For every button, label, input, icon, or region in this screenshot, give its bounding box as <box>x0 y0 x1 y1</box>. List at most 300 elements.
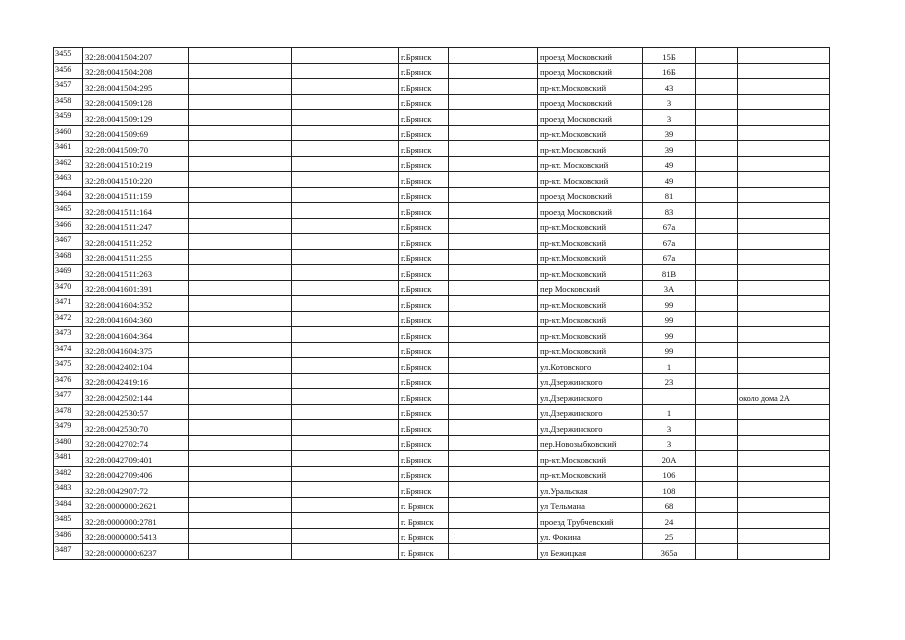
empty-cell <box>696 280 738 296</box>
house-number-cell: 23 <box>643 373 696 389</box>
cadastral-number-cell: 32:28:0041601:391 <box>83 280 189 296</box>
empty-cell <box>449 125 538 141</box>
empty-cell <box>449 497 538 513</box>
empty-cell <box>696 296 738 312</box>
city-cell: г. Брянск <box>399 528 449 544</box>
house-number-cell <box>643 389 696 405</box>
city-cell: г.Брянск <box>399 156 449 172</box>
note-cell <box>738 218 830 234</box>
city-cell: г.Брянск <box>399 265 449 281</box>
note-cell <box>738 79 830 95</box>
table-row <box>54 482 830 498</box>
empty-cell <box>292 404 399 420</box>
street-cell: пр-кт.Московский <box>538 141 643 157</box>
row-number-cell: 3474 <box>54 342 83 358</box>
cadastral-number-cell: 32:28:0041604:352 <box>83 296 189 312</box>
row-number-cell: 3480 <box>54 435 83 451</box>
row-number-cell: 3477 <box>54 389 83 405</box>
empty-cell <box>189 63 292 79</box>
empty-cell <box>449 110 538 126</box>
house-number-cell: 15Б <box>643 48 696 64</box>
cadastral-number-cell: 32:28:0042530:70 <box>83 420 189 436</box>
cadastral-number-cell: 32:28:0042530:57 <box>83 404 189 420</box>
table-row <box>54 94 830 110</box>
row-number-cell: 3459 <box>54 110 83 126</box>
house-number-cell: 99 <box>643 327 696 343</box>
empty-cell <box>292 48 399 64</box>
table-row <box>54 172 830 188</box>
note-cell <box>738 48 830 64</box>
street-cell: пр-кт.Московский <box>538 125 643 141</box>
empty-cell <box>696 311 738 327</box>
city-cell: г.Брянск <box>399 311 449 327</box>
house-number-cell: 68 <box>643 497 696 513</box>
city-cell: г.Брянск <box>399 94 449 110</box>
house-number-cell: 1 <box>643 404 696 420</box>
cadastral-number-cell: 32:28:0041511:164 <box>83 203 189 219</box>
cadastral-number-cell: 32:28:0041509:70 <box>83 141 189 157</box>
cadastral-number-cell: 32:28:0042702:74 <box>83 435 189 451</box>
street-cell: пр-кт.Московский <box>538 466 643 482</box>
empty-cell <box>292 141 399 157</box>
city-cell: г.Брянск <box>399 404 449 420</box>
registry-table <box>53 47 830 560</box>
note-cell <box>738 110 830 126</box>
note-cell <box>738 451 830 467</box>
table-row <box>54 373 830 389</box>
empty-cell <box>189 203 292 219</box>
cadastral-number-cell: 32:28:0041504:295 <box>83 79 189 95</box>
row-number-cell: 3460 <box>54 125 83 141</box>
note-cell <box>738 311 830 327</box>
note-cell <box>738 373 830 389</box>
empty-cell <box>449 218 538 234</box>
city-cell: г.Брянск <box>399 466 449 482</box>
empty-cell <box>292 420 399 436</box>
table-row <box>54 141 830 157</box>
empty-cell <box>292 280 399 296</box>
empty-cell <box>449 296 538 312</box>
empty-cell <box>696 63 738 79</box>
note-cell <box>738 249 830 265</box>
empty-cell <box>292 172 399 188</box>
empty-cell <box>696 528 738 544</box>
note-cell <box>738 94 830 110</box>
note-cell <box>738 466 830 482</box>
empty-cell <box>292 265 399 281</box>
note-cell <box>738 141 830 157</box>
street-cell: пр-кт.Московский <box>538 79 643 95</box>
empty-cell <box>696 125 738 141</box>
house-number-cell: 3 <box>643 110 696 126</box>
empty-cell <box>696 234 738 250</box>
empty-cell <box>449 172 538 188</box>
empty-cell <box>696 466 738 482</box>
house-number-cell: 3 <box>643 435 696 451</box>
cadastral-number-cell: 32:28:0000000:2781 <box>83 513 189 529</box>
city-cell: г.Брянск <box>399 280 449 296</box>
table-row <box>54 79 830 95</box>
table-row <box>54 249 830 265</box>
table-row <box>54 389 830 405</box>
empty-cell <box>189 528 292 544</box>
row-number-cell: 3468 <box>54 249 83 265</box>
cadastral-number-cell: 32:28:0041509:129 <box>83 110 189 126</box>
city-cell: г.Брянск <box>399 125 449 141</box>
street-cell: ул.Дзержинского <box>538 420 643 436</box>
house-number-cell: 365а <box>643 544 696 560</box>
row-number-cell: 3482 <box>54 466 83 482</box>
table-row <box>54 327 830 343</box>
empty-cell <box>449 389 538 405</box>
table-row <box>54 451 830 467</box>
row-number-cell: 3485 <box>54 513 83 529</box>
row-number-cell: 3486 <box>54 528 83 544</box>
empty-cell <box>189 404 292 420</box>
house-number-cell: 24 <box>643 513 696 529</box>
house-number-cell: 3А <box>643 280 696 296</box>
note-cell <box>738 280 830 296</box>
empty-cell <box>449 327 538 343</box>
table-row <box>54 48 830 64</box>
street-cell: пер.Новозыбковский <box>538 435 643 451</box>
row-number-cell: 3487 <box>54 544 83 560</box>
city-cell: г.Брянск <box>399 389 449 405</box>
empty-cell <box>189 48 292 64</box>
table-row <box>54 280 830 296</box>
empty-cell <box>292 156 399 172</box>
note-cell <box>738 528 830 544</box>
house-number-cell: 49 <box>643 172 696 188</box>
row-number-cell: 3472 <box>54 311 83 327</box>
note-cell: около дома 2А <box>738 389 830 405</box>
empty-cell <box>696 110 738 126</box>
street-cell: пр-кт.Московский <box>538 218 643 234</box>
empty-cell <box>696 218 738 234</box>
city-cell: г.Брянск <box>399 342 449 358</box>
table-row <box>54 404 830 420</box>
city-cell: г.Брянск <box>399 110 449 126</box>
cadastral-number-cell: 32:28:0042502:144 <box>83 389 189 405</box>
row-number-cell: 3463 <box>54 172 83 188</box>
row-number-cell: 3478 <box>54 404 83 420</box>
empty-cell <box>696 327 738 343</box>
empty-cell <box>292 451 399 467</box>
row-number-cell: 3475 <box>54 358 83 374</box>
row-number-cell: 3462 <box>54 156 83 172</box>
empty-cell <box>696 94 738 110</box>
empty-cell <box>189 187 292 203</box>
empty-cell <box>292 513 399 529</box>
note-cell <box>738 125 830 141</box>
street-cell: проезд Московский <box>538 94 643 110</box>
empty-cell <box>449 280 538 296</box>
empty-cell <box>292 311 399 327</box>
street-cell: пр-кт. Московский <box>538 172 643 188</box>
empty-cell <box>292 110 399 126</box>
empty-cell <box>292 187 399 203</box>
house-number-cell: 39 <box>643 141 696 157</box>
cadastral-number-cell: 32:28:0041604:364 <box>83 327 189 343</box>
empty-cell <box>189 451 292 467</box>
empty-cell <box>189 249 292 265</box>
row-number-cell: 3456 <box>54 63 83 79</box>
table-row <box>54 358 830 374</box>
note-cell <box>738 342 830 358</box>
empty-cell <box>189 466 292 482</box>
city-cell: г.Брянск <box>399 141 449 157</box>
table-row <box>54 513 830 529</box>
empty-cell <box>189 420 292 436</box>
empty-cell <box>696 172 738 188</box>
empty-cell <box>449 79 538 95</box>
empty-cell <box>189 389 292 405</box>
street-cell: ул Тельмана <box>538 497 643 513</box>
empty-cell <box>292 94 399 110</box>
empty-cell <box>189 172 292 188</box>
street-cell: ул Бежицкая <box>538 544 643 560</box>
empty-cell <box>696 544 738 560</box>
city-cell: г.Брянск <box>399 234 449 250</box>
cadastral-number-cell: 32:28:0041510:220 <box>83 172 189 188</box>
empty-cell <box>449 513 538 529</box>
empty-cell <box>449 451 538 467</box>
empty-cell <box>449 342 538 358</box>
house-number-cell: 81 <box>643 187 696 203</box>
row-number-cell: 3479 <box>54 420 83 436</box>
note-cell <box>738 265 830 281</box>
table-row <box>54 156 830 172</box>
empty-cell <box>696 79 738 95</box>
city-cell: г. Брянск <box>399 544 449 560</box>
empty-cell <box>696 373 738 389</box>
empty-cell <box>189 125 292 141</box>
city-cell: г.Брянск <box>399 79 449 95</box>
empty-cell <box>292 373 399 389</box>
empty-cell <box>696 48 738 64</box>
empty-cell <box>449 404 538 420</box>
empty-cell <box>449 544 538 560</box>
empty-cell <box>696 265 738 281</box>
street-cell: ул.Дзержинского <box>538 404 643 420</box>
note-cell <box>738 482 830 498</box>
house-number-cell: 39 <box>643 125 696 141</box>
empty-cell <box>696 389 738 405</box>
street-cell: ул.Уральская <box>538 482 643 498</box>
row-number-cell: 3469 <box>54 265 83 281</box>
empty-cell <box>189 482 292 498</box>
house-number-cell: 16Б <box>643 63 696 79</box>
empty-cell <box>189 544 292 560</box>
city-cell: г.Брянск <box>399 203 449 219</box>
empty-cell <box>696 435 738 451</box>
cadastral-number-cell: 32:28:0042709:406 <box>83 466 189 482</box>
empty-cell <box>189 327 292 343</box>
note-cell <box>738 420 830 436</box>
row-number-cell: 3464 <box>54 187 83 203</box>
empty-cell <box>696 358 738 374</box>
note-cell <box>738 172 830 188</box>
empty-cell <box>189 342 292 358</box>
empty-cell <box>189 141 292 157</box>
cadastral-number-cell: 32:28:0041509:69 <box>83 125 189 141</box>
street-cell: пр-кт.Московский <box>538 311 643 327</box>
cadastral-number-cell: 32:28:0041511:263 <box>83 265 189 281</box>
row-number-cell: 3458 <box>54 94 83 110</box>
house-number-cell: 108 <box>643 482 696 498</box>
empty-cell <box>449 420 538 436</box>
table-row <box>54 435 830 451</box>
city-cell: г.Брянск <box>399 48 449 64</box>
city-cell: г. Брянск <box>399 513 449 529</box>
empty-cell <box>189 497 292 513</box>
house-number-cell: 1 <box>643 358 696 374</box>
city-cell: г.Брянск <box>399 358 449 374</box>
street-cell: пр-кт.Московский <box>538 265 643 281</box>
cadastral-number-cell: 32:28:0041511:159 <box>83 187 189 203</box>
note-cell <box>738 544 830 560</box>
street-cell: проезд Московский <box>538 110 643 126</box>
street-cell: ул. Фокина <box>538 528 643 544</box>
empty-cell <box>189 373 292 389</box>
empty-cell <box>449 435 538 451</box>
note-cell <box>738 404 830 420</box>
empty-cell <box>696 342 738 358</box>
empty-cell <box>189 218 292 234</box>
note-cell <box>738 513 830 529</box>
empty-cell <box>696 497 738 513</box>
table-row <box>54 125 830 141</box>
note-cell <box>738 327 830 343</box>
empty-cell <box>449 187 538 203</box>
table-row <box>54 466 830 482</box>
city-cell: г.Брянск <box>399 296 449 312</box>
empty-cell <box>449 203 538 219</box>
registry-table-body <box>54 48 830 560</box>
city-cell: г.Брянск <box>399 373 449 389</box>
empty-cell <box>449 234 538 250</box>
house-number-cell: 49 <box>643 156 696 172</box>
table-row <box>54 497 830 513</box>
note-cell <box>738 296 830 312</box>
empty-cell <box>449 94 538 110</box>
empty-cell <box>189 513 292 529</box>
empty-cell <box>449 528 538 544</box>
house-number-cell: 43 <box>643 79 696 95</box>
house-number-cell: 99 <box>643 296 696 312</box>
note-cell <box>738 358 830 374</box>
empty-cell <box>292 63 399 79</box>
city-cell: г.Брянск <box>399 420 449 436</box>
empty-cell <box>292 544 399 560</box>
row-number-cell: 3476 <box>54 373 83 389</box>
note-cell <box>738 203 830 219</box>
table-row <box>54 218 830 234</box>
empty-cell <box>189 265 292 281</box>
house-number-cell: 99 <box>643 311 696 327</box>
cadastral-number-cell: 32:28:0041511:247 <box>83 218 189 234</box>
empty-cell <box>292 203 399 219</box>
street-cell: ул.Котовского <box>538 358 643 374</box>
empty-cell <box>292 327 399 343</box>
city-cell: г.Брянск <box>399 249 449 265</box>
city-cell: г.Брянск <box>399 172 449 188</box>
street-cell: пр-кт.Московский <box>538 296 643 312</box>
row-number-cell: 3484 <box>54 497 83 513</box>
cadastral-number-cell: 32:28:0042907:72 <box>83 482 189 498</box>
empty-cell <box>189 280 292 296</box>
cadastral-number-cell: 32:28:0041604:375 <box>83 342 189 358</box>
empty-cell <box>189 94 292 110</box>
table-row <box>54 110 830 126</box>
row-number-cell: 3467 <box>54 234 83 250</box>
cadastral-number-cell: 32:28:0042709:401 <box>83 451 189 467</box>
table-row <box>54 187 830 203</box>
house-number-cell: 3 <box>643 94 696 110</box>
city-cell: г.Брянск <box>399 218 449 234</box>
empty-cell <box>449 373 538 389</box>
cadastral-number-cell: 32:28:0041509:128 <box>83 94 189 110</box>
note-cell <box>738 63 830 79</box>
street-cell: пер Московский <box>538 280 643 296</box>
empty-cell <box>189 79 292 95</box>
empty-cell <box>292 234 399 250</box>
house-number-cell: 67а <box>643 234 696 250</box>
city-cell: г. Брянск <box>399 497 449 513</box>
street-cell: пр-кт.Московский <box>538 234 643 250</box>
note-cell <box>738 187 830 203</box>
empty-cell <box>449 482 538 498</box>
street-cell: пр-кт.Московский <box>538 451 643 467</box>
table-row <box>54 342 830 358</box>
empty-cell <box>292 218 399 234</box>
empty-cell <box>696 156 738 172</box>
city-cell: г.Брянск <box>399 63 449 79</box>
note-cell <box>738 234 830 250</box>
street-cell: пр-кт.Московский <box>538 342 643 358</box>
empty-cell <box>696 249 738 265</box>
empty-cell <box>696 513 738 529</box>
empty-cell <box>449 156 538 172</box>
empty-cell <box>292 249 399 265</box>
empty-cell <box>189 435 292 451</box>
city-cell: г.Брянск <box>399 187 449 203</box>
empty-cell <box>189 311 292 327</box>
row-number-cell: 3481 <box>54 451 83 467</box>
table-row <box>54 311 830 327</box>
empty-cell <box>189 234 292 250</box>
empty-cell <box>449 48 538 64</box>
empty-cell <box>189 358 292 374</box>
row-number-cell: 3455 <box>54 48 83 64</box>
empty-cell <box>696 482 738 498</box>
empty-cell <box>189 296 292 312</box>
empty-cell <box>189 110 292 126</box>
cadastral-number-cell: 32:28:0041511:252 <box>83 234 189 250</box>
table-row <box>54 296 830 312</box>
street-cell: проезд Московский <box>538 63 643 79</box>
cadastral-number-cell: 32:28:0041504:208 <box>83 63 189 79</box>
table-row <box>54 420 830 436</box>
empty-cell <box>449 311 538 327</box>
empty-cell <box>696 187 738 203</box>
empty-cell <box>292 125 399 141</box>
note-cell <box>738 435 830 451</box>
cadastral-number-cell: 32:28:0000000:2621 <box>83 497 189 513</box>
house-number-cell: 20А <box>643 451 696 467</box>
city-cell: г.Брянск <box>399 482 449 498</box>
note-cell <box>738 497 830 513</box>
